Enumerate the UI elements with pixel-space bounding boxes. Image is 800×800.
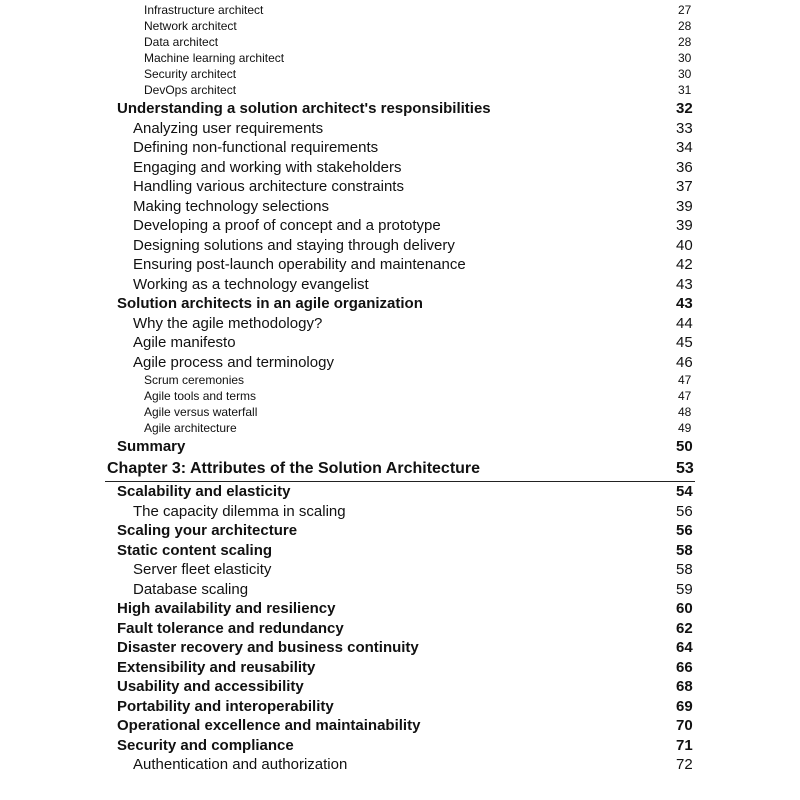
toc-entry-title: Static content scaling bbox=[117, 542, 273, 559]
toc-entry-title: Scrum ceremonies bbox=[144, 373, 245, 387]
toc-entry-page: 33 bbox=[676, 120, 693, 137]
toc-entry-title: Analyzing user requirements bbox=[133, 120, 324, 137]
toc-entry-page: 46 bbox=[676, 354, 693, 371]
toc-entry bbox=[133, 159, 693, 176]
toc-entry bbox=[117, 100, 693, 117]
toc-entry-page: 59 bbox=[676, 581, 693, 598]
toc-entry-page: 48 bbox=[678, 405, 692, 419]
toc-entry-title: Making technology selections bbox=[133, 198, 329, 215]
toc-entry-page: 60 bbox=[676, 600, 693, 617]
toc-entry-title: Defining non-functional requirements bbox=[133, 139, 379, 156]
toc-entry-page: 47 bbox=[678, 389, 692, 403]
toc-entry-title: Agile process and terminology bbox=[133, 354, 334, 371]
toc-entry-page: 56 bbox=[676, 522, 693, 539]
toc-entry-title: Scaling your architecture bbox=[117, 522, 298, 539]
toc-entry-page: 27 bbox=[678, 3, 692, 17]
toc-entry bbox=[117, 639, 693, 656]
toc-entry-page: 71 bbox=[676, 737, 693, 754]
toc-entry bbox=[133, 334, 693, 351]
toc-entry-page: 36 bbox=[676, 159, 693, 176]
toc-entry bbox=[117, 483, 693, 500]
toc-entry-title: The capacity dilemma in scaling bbox=[133, 503, 346, 520]
toc-entry-page: 39 bbox=[676, 198, 693, 215]
toc-entry bbox=[117, 542, 693, 559]
toc-entry-page: 66 bbox=[676, 659, 693, 676]
toc-entry-title: Summary bbox=[117, 438, 186, 455]
toc-entry bbox=[133, 256, 693, 273]
toc-entry-page: 45 bbox=[676, 334, 693, 351]
toc-entry-title: Security and compliance bbox=[117, 737, 294, 754]
toc-entry bbox=[117, 620, 693, 637]
toc-entry-title: Agile versus waterfall bbox=[144, 405, 258, 419]
toc-entry-page: 54 bbox=[676, 483, 693, 500]
toc-entry-page: 62 bbox=[676, 620, 693, 637]
toc-entry-page: 72 bbox=[676, 756, 693, 773]
toc-entry bbox=[144, 405, 692, 419]
toc-entry-title: Scalability and elasticity bbox=[117, 483, 291, 500]
toc-entry-title: Ensuring post-launch operability and maintenance bbox=[133, 256, 466, 273]
toc-entry bbox=[144, 83, 692, 97]
toc-entry-page: 42 bbox=[676, 256, 693, 273]
toc-entry bbox=[133, 581, 693, 598]
toc-entry bbox=[144, 373, 692, 387]
toc-entry bbox=[133, 561, 693, 578]
toc-entry-page: 30 bbox=[678, 51, 692, 65]
toc-entry-page: 64 bbox=[676, 639, 693, 656]
toc-entry-title: Understanding a solution architect's responsibilities bbox=[117, 100, 491, 117]
toc-entry-title: Database scaling bbox=[133, 581, 249, 598]
toc-entry-title: High availability and resiliency bbox=[117, 600, 336, 617]
toc-entry-page: 39 bbox=[676, 217, 693, 234]
toc-entry bbox=[117, 698, 693, 715]
chapter-heading-page: 53 bbox=[676, 460, 694, 477]
toc-entry bbox=[117, 438, 693, 455]
toc-entry bbox=[117, 678, 693, 695]
toc-entry bbox=[133, 237, 693, 254]
chapter-heading-title: Chapter 3: Attributes of the Solution Architecture bbox=[107, 460, 481, 477]
toc-entry-page: 68 bbox=[676, 678, 693, 695]
toc-entry bbox=[144, 421, 692, 435]
toc-entry bbox=[133, 217, 693, 234]
toc-entry-title: Network architect bbox=[144, 19, 237, 33]
toc-entry-title: Operational excellence and maintainability bbox=[117, 717, 421, 734]
toc-entry-page: 31 bbox=[678, 83, 692, 97]
toc-entry bbox=[117, 659, 693, 676]
toc-entry-page: 28 bbox=[678, 19, 692, 33]
chapter-divider bbox=[105, 481, 695, 482]
toc-entry-title: Engaging and working with stakeholders bbox=[133, 159, 402, 176]
toc-entry-title: Agile architecture bbox=[144, 421, 237, 435]
toc-entry-page: 70 bbox=[676, 717, 693, 734]
toc-entry-page: 69 bbox=[676, 698, 693, 715]
toc-entry bbox=[117, 717, 693, 734]
toc-entry-title: Developing a proof of concept and a prototype bbox=[133, 217, 441, 234]
toc-entry bbox=[144, 67, 692, 81]
toc-entry-page: 40 bbox=[676, 237, 693, 254]
toc-entry-page: 32 bbox=[676, 100, 693, 117]
toc-entry-title: Machine learning architect bbox=[144, 51, 285, 65]
toc-entry bbox=[133, 178, 693, 195]
toc-entry-title: Authentication and authorization bbox=[133, 756, 348, 773]
toc-entry-page: 50 bbox=[676, 438, 693, 455]
toc-entry-page: 34 bbox=[676, 139, 693, 156]
toc-entry-page: 43 bbox=[676, 295, 693, 312]
toc-entry bbox=[117, 600, 693, 617]
toc-entry-title: Agile manifesto bbox=[133, 334, 236, 351]
toc-entry bbox=[133, 315, 693, 332]
toc-entry-title: Why the agile methodology? bbox=[133, 315, 323, 332]
toc-entry-title: Data architect bbox=[144, 35, 219, 49]
toc-entry bbox=[133, 503, 693, 520]
toc-entry bbox=[133, 198, 693, 215]
toc-entry bbox=[133, 354, 693, 371]
toc-entry-title: Security architect bbox=[144, 67, 237, 81]
toc-entry-page: 43 bbox=[676, 276, 693, 293]
toc-entry bbox=[133, 756, 693, 773]
toc-entry-title: Handling various architecture constraints bbox=[133, 178, 404, 195]
toc-entry-title: Solution architects in an agile organization bbox=[117, 295, 423, 312]
toc-entry bbox=[144, 389, 692, 403]
toc-entry bbox=[144, 35, 692, 49]
toc-entry bbox=[144, 19, 692, 33]
toc-entry-page: 49 bbox=[678, 421, 692, 435]
toc-entry bbox=[133, 120, 693, 137]
toc-entry-title: Usability and accessibility bbox=[117, 678, 304, 695]
toc-entry-title: Extensibility and reusability bbox=[117, 659, 316, 676]
toc-entry bbox=[144, 51, 692, 65]
chapter-heading bbox=[107, 460, 694, 477]
toc-entry-page: 47 bbox=[678, 373, 692, 387]
toc-entry-title: DevOps architect bbox=[144, 83, 237, 97]
toc-entry-page: 58 bbox=[676, 542, 693, 559]
toc-entry bbox=[117, 522, 693, 539]
toc-entry bbox=[117, 737, 693, 754]
toc-entry-page: 44 bbox=[676, 315, 693, 332]
toc-entry-page: 58 bbox=[676, 561, 693, 578]
toc-entry-title: Fault tolerance and redundancy bbox=[117, 620, 344, 637]
toc-entry-page: 37 bbox=[676, 178, 693, 195]
toc-entry-title: Portability and interoperability bbox=[117, 698, 334, 715]
toc-entry-title: Server fleet elasticity bbox=[133, 561, 272, 578]
toc-entry bbox=[133, 139, 693, 156]
toc-entry-title: Working as a technology evangelist bbox=[133, 276, 369, 293]
toc-entry bbox=[133, 276, 693, 293]
toc-entry-title: Infrastructure architect bbox=[144, 3, 264, 17]
toc-entry-page: 30 bbox=[678, 67, 692, 81]
toc-entry-page: 56 bbox=[676, 503, 693, 520]
toc-entry-title: Designing solutions and staying through delivery bbox=[133, 237, 455, 254]
toc-entry bbox=[144, 3, 692, 17]
toc-entry-title: Agile tools and terms bbox=[144, 389, 257, 403]
toc-entry-title: Disaster recovery and business continuity bbox=[117, 639, 419, 656]
toc-entry bbox=[117, 295, 693, 312]
toc-entry-page: 28 bbox=[678, 35, 692, 49]
